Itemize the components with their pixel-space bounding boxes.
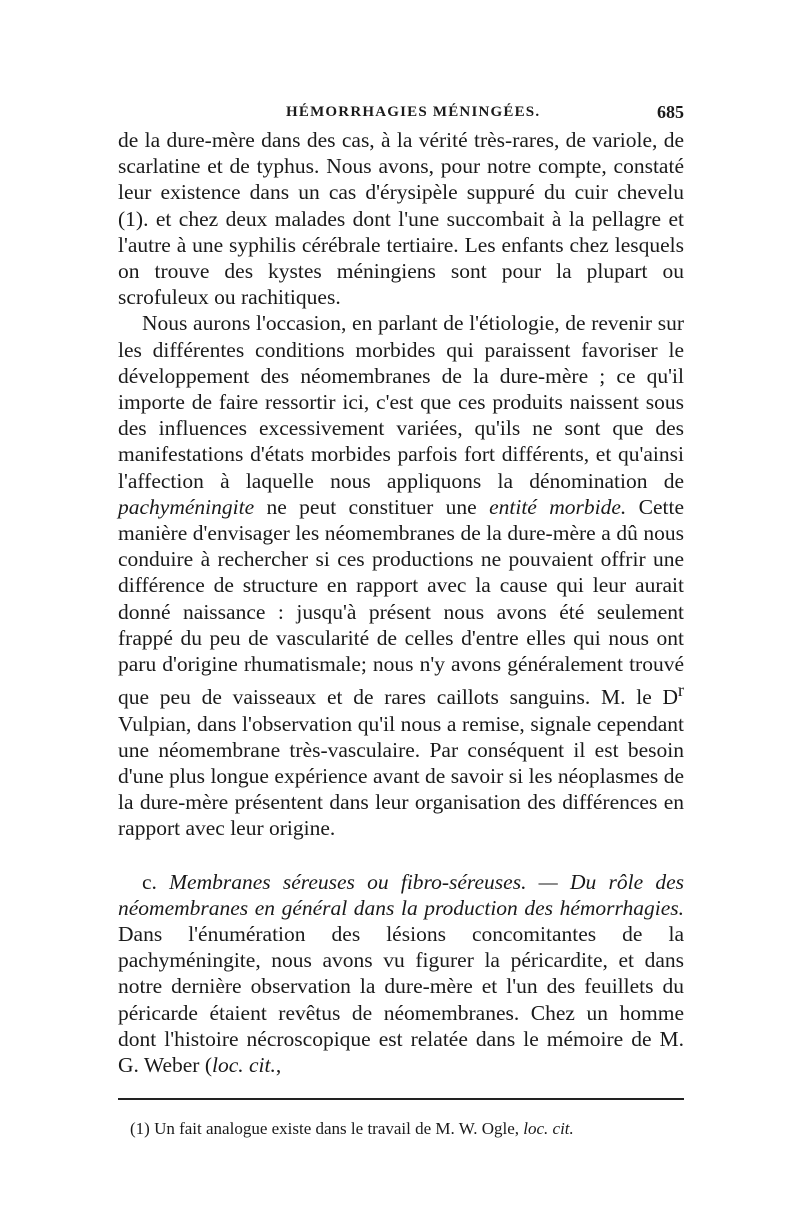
paragraph-2-text-a: Nous aurons l'occasion, en parlant de l'étiologie, de revenir sur les différentes conditions morbides qui paraissent favoriser le développement des néomembranes de la dure-mère ; ce qu'il importe de faire ressortir ici, c'est que ces produits naissent sous des influences excessivement variées, qu'ils ne sont que des manifestations d'états morbides parfois fort différents, et qu'ainsi l'affection à laquelle nous appliquons la dénomination de <box>118 311 684 493</box>
page-number: 685 <box>657 102 684 122</box>
paragraph-2-text-b: ne peut constituer une <box>254 494 490 519</box>
term-pachymeningite: pachyméningite <box>118 494 255 519</box>
section-heading: Membranes séreuses ou fibro-séreuses. — Du rôle des néomembranes en général dans la production des hémorrhagies. <box>118 869 684 920</box>
paragraph-3-text-b: , <box>275 1053 282 1078</box>
footnote-text: (1) Un fait analogue existe dans le travail de M. W. Ogle, <box>130 1119 524 1138</box>
running-header <box>118 102 684 126</box>
citation-loc-cit: loc. cit. <box>212 1053 276 1078</box>
term-entite-morbide: entité morbide. <box>489 494 627 519</box>
section-label: c. <box>142 869 157 894</box>
paragraph-1: de la dure-mère dans des cas, à la vérité très-rares, de variole, de scarlatine et de typhus. Nous avons, pour notre compte, constaté leur existence dans un cas d'érysipèle suppuré du cuir chevelu (1). et chez deux malades dont l'une succombait à la pellagre et l'autre à une syphilis cérébrale tertiaire. Les enfants chez lesquels on trouve des kystes méningiens sont pour la plupart ou scrofuleux ou rachitiques. <box>118 128 684 310</box>
paragraph-2-text-c: Cette manière d'envisager les néomembranes de la dure-mère a dû nous conduire à rechercher si ces productions ne pouvaient offrir une différence de structure en rapport avec la cause qui leur aurait donné naissance : jusqu'à présent nous avons été seulement frappé du peu de vascularité de celles d'entre elles qui nous ont paru d'origine rhumatismale; nous n'y avons généralement trouvé que peu de vaisseaux et de rares caillots sanguins. M. le D <box>118 494 685 710</box>
paragraph-3 <box>118 869 684 1079</box>
footnote <box>130 1118 684 1140</box>
footnote-divider <box>118 1098 684 1100</box>
doctor-superscript: r <box>678 680 684 701</box>
footnote-citation: loc. cit. <box>523 1119 574 1138</box>
paragraph-2 <box>118 310 684 841</box>
paragraph-3-text-a: Dans l'énumération des lésions concomitantes de la pachyméningite, nous avons vu figurer la péricardite, et dans notre dernière observation la dure-mère et l'un des feuillets du péricarde étaient revêtus de néomembranes. Chez un homme dont l'histoire nécroscopique est relatée dans le mémoire de M. G. Weber ( <box>118 922 684 1078</box>
main-text <box>118 127 684 1078</box>
running-title: HÉMORRHAGIES MÉNINGÉES. <box>286 104 541 120</box>
paragraph-2-text-d: Vulpian, dans l'observation qu'il nous a remise, signale cependant une néomembrane très-vasculaire. Par conséquent il est besoin d'une plus longue expérience avant de savoir si les néoplasmes de la dure-mère présentent dans leur organisation des différences en rapport avec leur origine. <box>118 711 684 841</box>
